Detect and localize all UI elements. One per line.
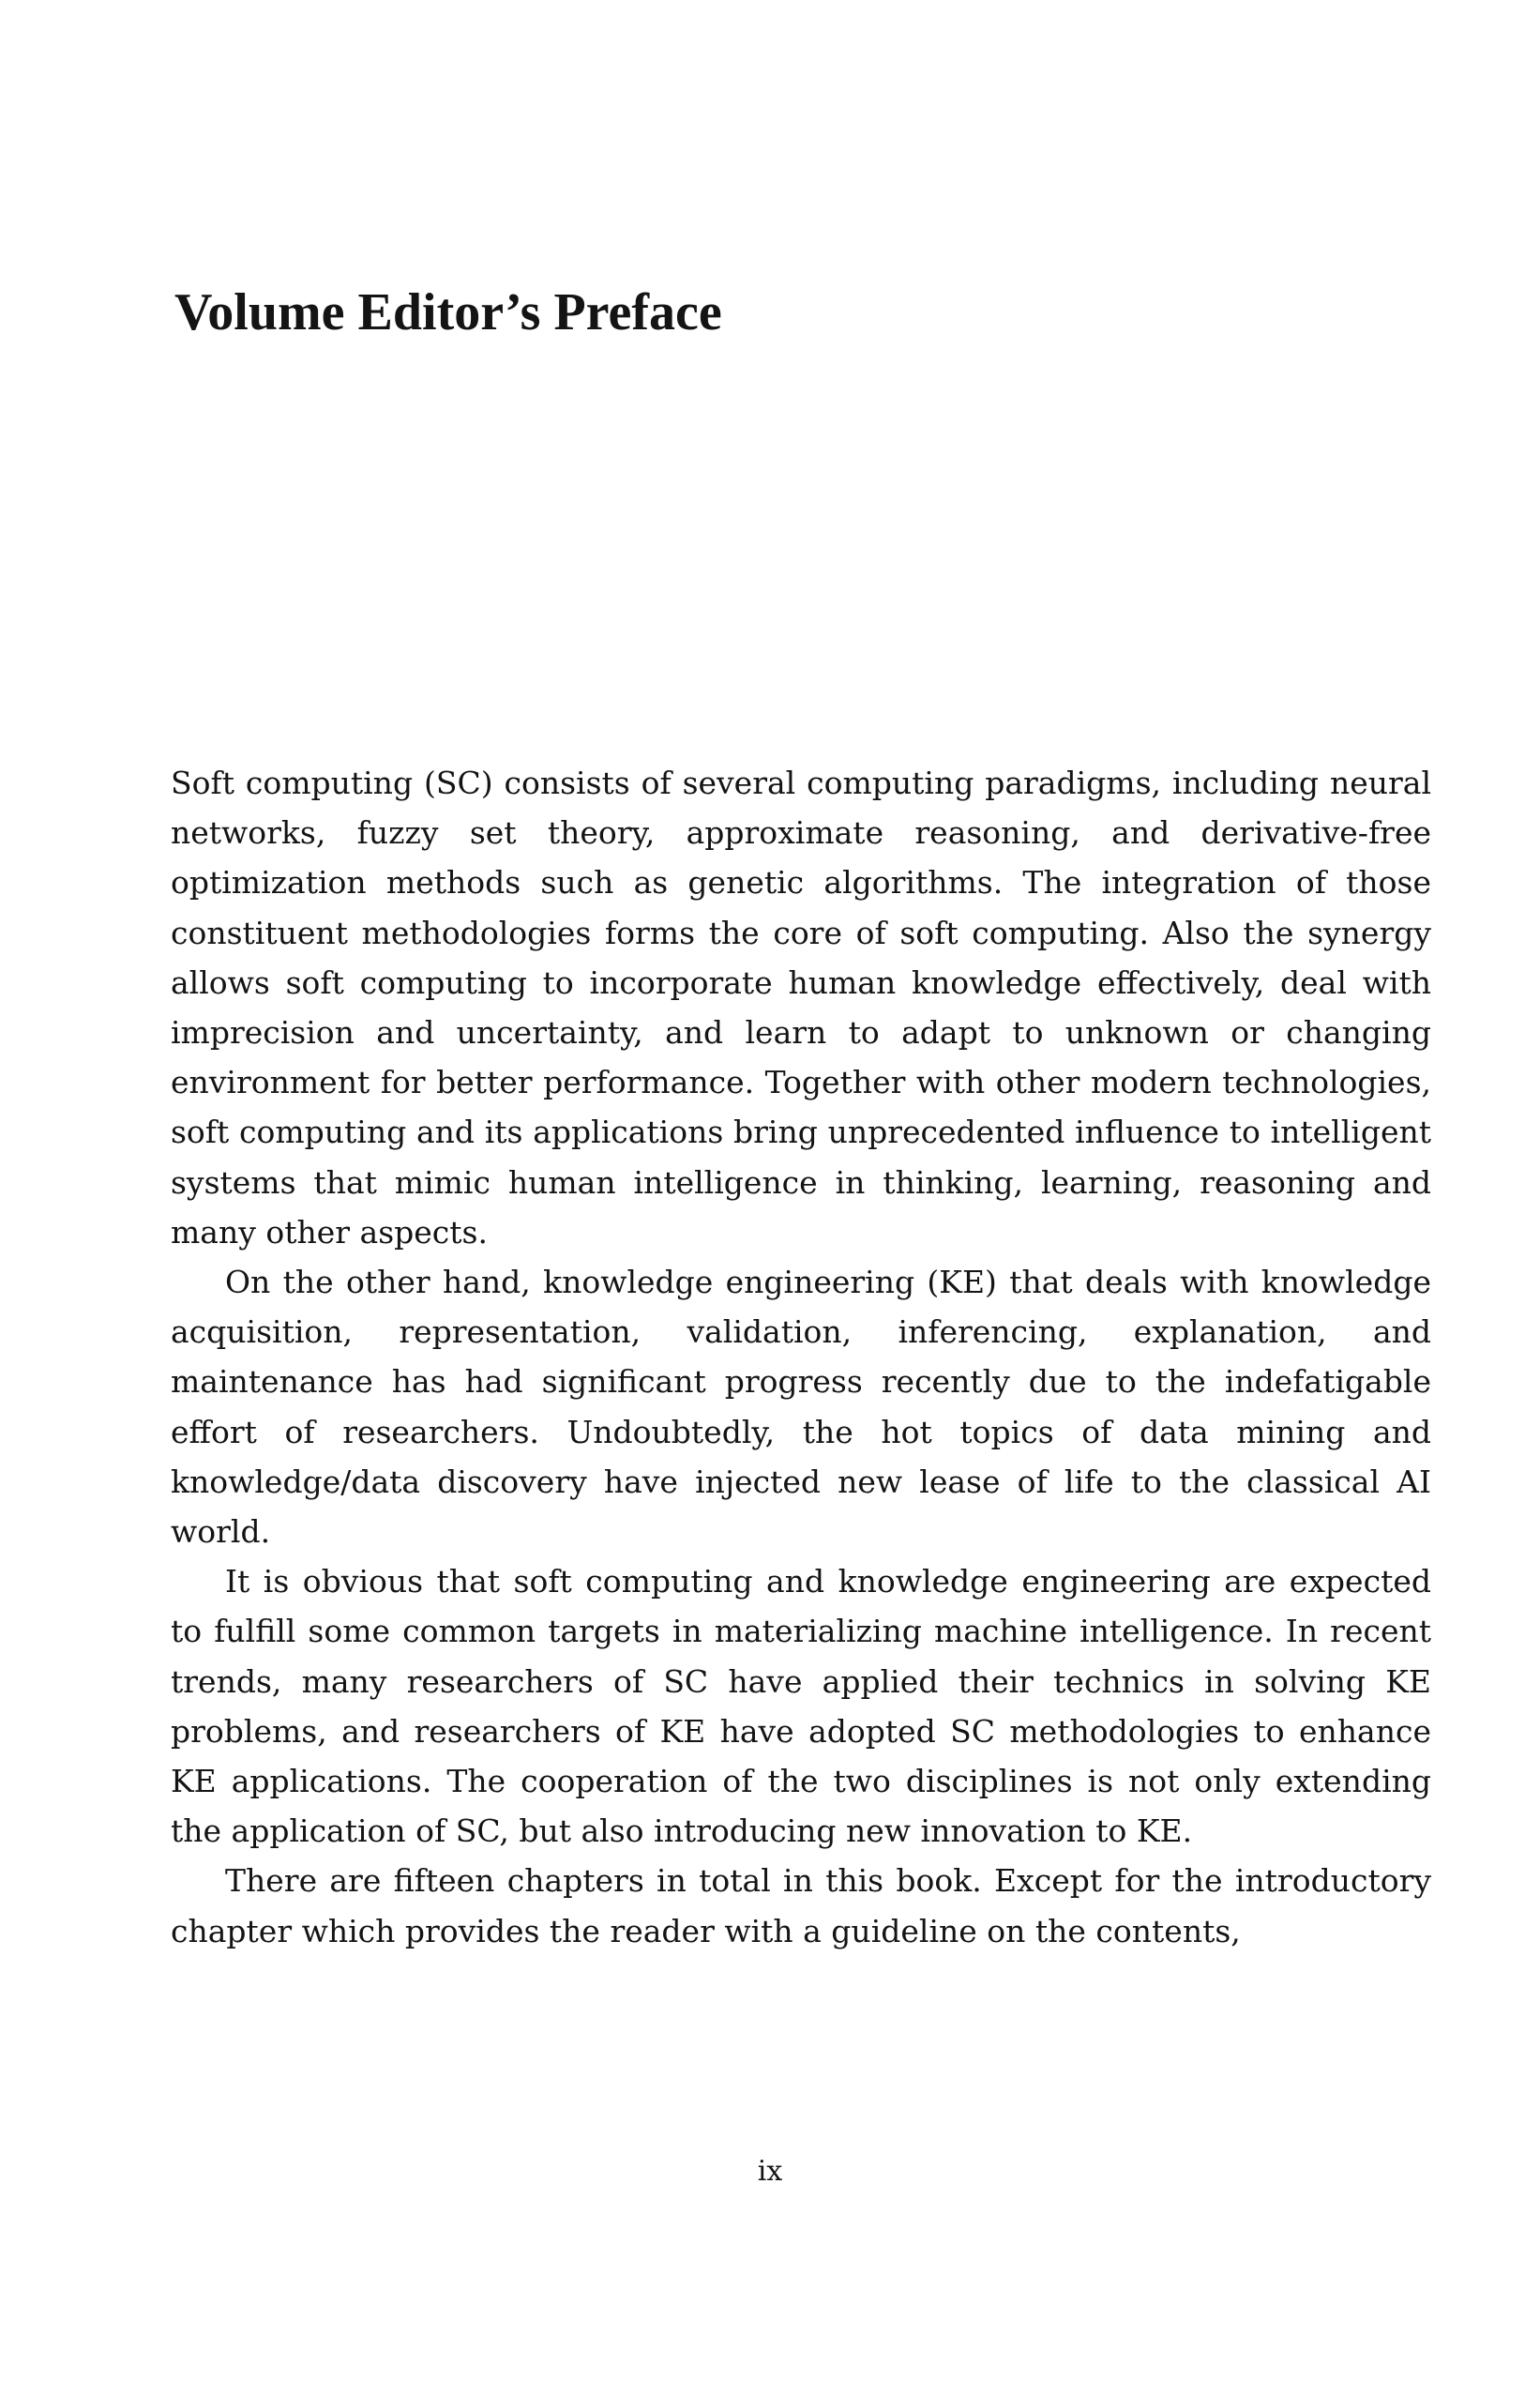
paragraph-3: It is obvious that soft computing and knowledge engineering are expected to fulfill some common targets in materializing machine intelligence. In recent trends, many researchers of SC have applied their technics in solving KE problems, and researchers of KE have adopted SC methodologies to enhance KE applications. The cooperation of the two disciplines is not only extending the application of SC, but also introducing new innovation to KE. xyxy=(171,1563,1431,1850)
body-text xyxy=(171,758,1431,1956)
paragraph-4: There are fifteen chapters in total in this book. Except for the introductory chapter which provides the reader with a guideline on the contents, xyxy=(171,1862,1431,1949)
paragraph-1: Soft computing (SC) consists of several computing paradigms, including neural networks, fuzzy set theory, approximate reasoning, and derivative-free optimization methods such as genetic algorithms. The integration of those constituent methodologies forms the core of soft computing. Also the synergy allows soft computing to incorporate human knowledge effectively, deal with imprecision and uncertainty, and learn to adapt to unknown or changing environment for better performance. Together with other modern technologies, soft computing and its applications bring unprecedented influence to intelligent systems that mimic human intelligence in thinking, learning, reasoning and many other aspects. xyxy=(171,765,1431,1251)
page-number: ix xyxy=(757,2155,783,2188)
page-title: Volume Editor’s Preface xyxy=(174,283,722,341)
paragraph-2: On the other hand, knowledge engineering (KE) that deals with knowledge acquisition, representation, validation, inferencing, explanation, and maintenance has had significant progress recently due to the indefatigable effort of researchers. Undoubtedly, the hot topics of data mining and knowledge/data discovery have injected new lease of life to the classical AI world. xyxy=(171,1264,1431,1551)
